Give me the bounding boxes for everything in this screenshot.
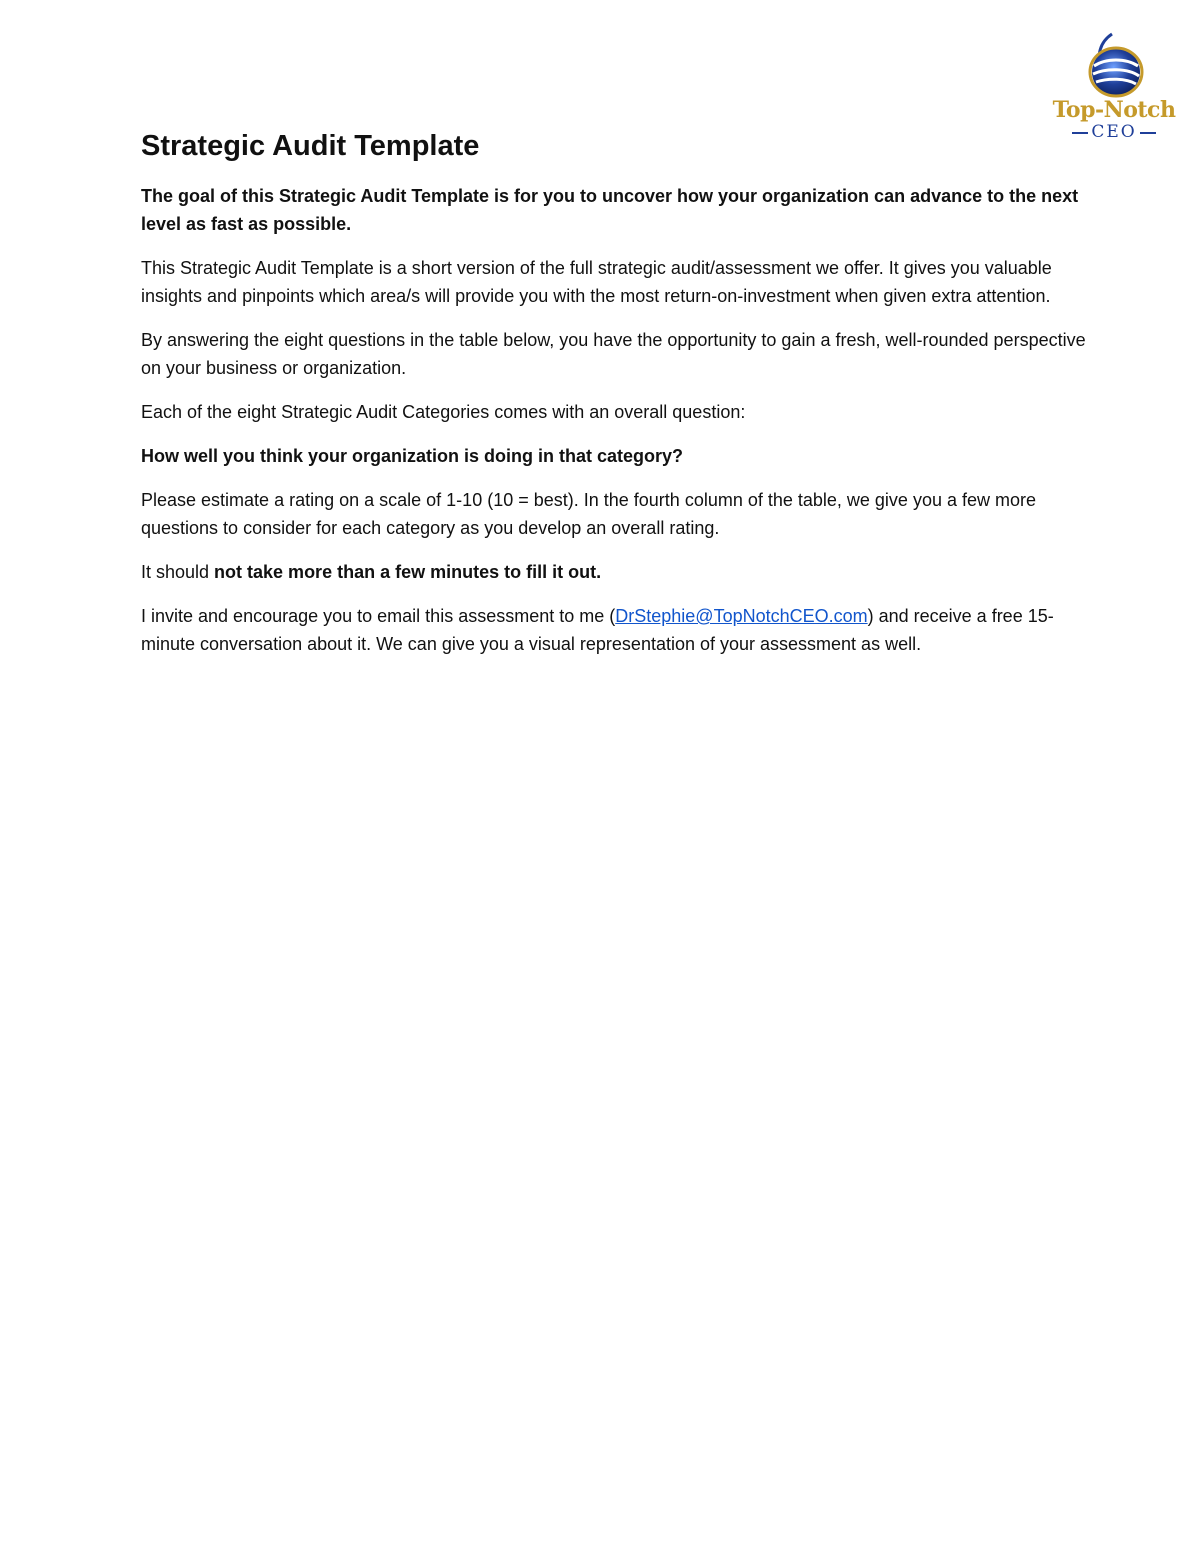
time-emphasis: not take more than a few minutes to fill it out.	[214, 562, 602, 582]
time-prefix: It should	[141, 562, 215, 582]
invite-prefix: I invite and encourage you to email this assessment to me (	[141, 606, 616, 626]
invite-paragraph	[141, 602, 1086, 658]
document-title: Strategic Audit Template	[141, 130, 480, 162]
document-body	[141, 126, 1086, 674]
questions-paragraph: By answering the eight questions in the table below, you have the opportunity to gain a fresh, well-rounded perspective on your business or organization.	[141, 330, 1086, 378]
overall-question: How well you think your organization is doing in that category?	[141, 446, 684, 466]
logo-sub-text: CEO	[1050, 122, 1178, 142]
invite-suffix: ) and receive a free 15-minute conversation about it. We can give you a visual representation of your assessment as well.	[141, 606, 1054, 654]
globe-icon	[1050, 28, 1178, 100]
email-link[interactable]: DrStephie@TopNotchCEO.com	[615, 606, 868, 626]
description-paragraph: This Strategic Audit Template is a short version of the full strategic audit/assessment we offer. It gives you valuable insights and pinpoints which area/s will provide you with the most return-on-investment when given extra attention.	[141, 258, 1052, 306]
categories-paragraph: Each of the eight Strategic Audit Categories comes with an overall question:	[141, 402, 746, 422]
logo-brand-text: Top-Notch	[1052, 97, 1176, 123]
intro-paragraph: The goal of this Strategic Audit Template is for you to uncover how your organization can advance to the next level as fast as possible.	[141, 186, 1079, 234]
time-paragraph	[141, 558, 1086, 586]
rating-paragraph: Please estimate a rating on a scale of 1-10 (10 = best). In the fourth column of the table, we give you a few more questions to consider for each category as you develop an overall rating.	[141, 490, 1036, 538]
